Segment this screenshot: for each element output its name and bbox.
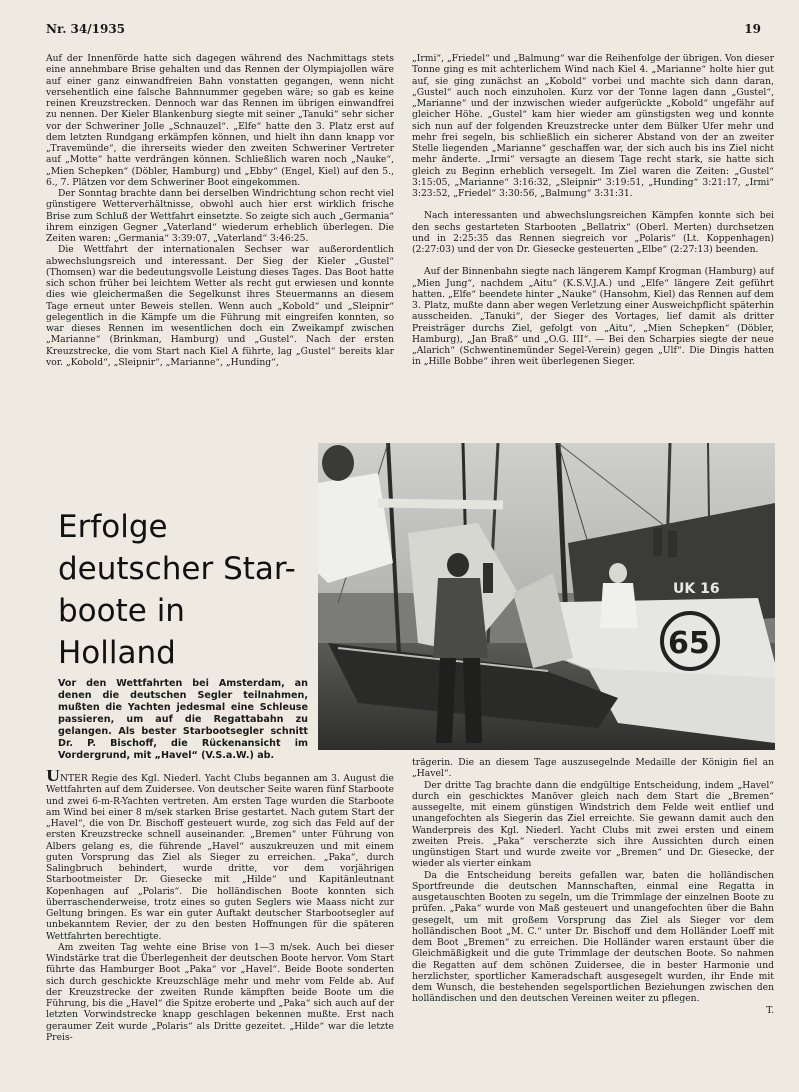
page-number: 19	[744, 22, 761, 36]
paragraph: Am zweiten Tag wehte eine Brise von 1—3 m/sek. Auch bei dieser Windstärke trat die Überlegenheit der deutschen Boote hervor. Vom Start führte das Hamburger Boot „Paka“ vor „Havel“. Beide Boote sonderten sich durch geschickte Kreuzschläge mehr und mehr vom Felde ab. Auf der Kreuzstrecke der zweiten Runde kämpften beide Boote um die Führung, bis die „Havel“ die Spitze eroberte und „Paka“ sich auch auf der letzten Vorwindstrecke knapp geschlagen bekennen mußte. Erst nach geraumer Zeit wurde „Polaris“ als Dritte gezeitet. „Hilde“ war die letzte Preis-	[46, 941, 394, 1043]
headline-line: deutscher Star-	[58, 551, 296, 587]
paragraph: trägerin. Die an diesem Tage auszusegelnde Medaille der Königin fiel an „Havel“.	[412, 757, 774, 780]
sailor-arm	[378, 503, 503, 505]
sailing-photo	[318, 443, 775, 750]
photo-illustration	[318, 443, 775, 750]
dropcap: U	[46, 770, 60, 785]
paragraph: Auf der Binnenbahn siegte nach längerem Kampf Krogman (Hamburg) auf „Mien Jung“, nachdem „Aitu“ (K.S.V.J.A.) und „Elfe“ längere Zeit geführt hatten. „Elfe“ beendete hinter „Nauke“ (Hansohm, Kiel) das Rennen auf dem 3. Platz, mußte dann aber wegen Verletzung einer Ausweichpflicht späterhin ausscheiden. „Tanuki“, der Sieger des Vortages, lief damit als dritter Preisträger durchs Ziel, gefolgt von „Aitu“, „Mien Schepken“ (Döbler, Hamburg), „Jan Braß“ und „O.G. III“. — Bei den Scharpies siegte der neue „Alarich“ (Schwentinemünder Segel-Verein) gegen „Ulf“. Die Dingis hatten in „Hille Bobbe“ ihren weit überlegenen Sieger.	[412, 266, 774, 368]
paragraph: Nach interessanten und abwechslungsreichen Kämpfen konnte sich bei den sechs gestarteten Starbooten „Bellatrix“ (Oberl. Merten) durchsetzen und in 2:25:35 das Rennen siegreich vor „Polaris“ (Lt. Koppenhagen) (2:27:03) und der von Dr. Giesecke gesteuerten „Elbe“ (2:27:13) beenden.	[412, 210, 774, 255]
column-top-right	[412, 53, 774, 433]
author-signature: T.	[766, 1004, 774, 1016]
paragraph: UNTER Regie des Kgl. Niederl. Yacht Clubs begannen am 3. August die Wettfahrten auf dem Zuidersee. Von deutscher Seite waren fünf Starboote und zwei 6-m-R-Yachten vertreten. Am ersten Tage wurden die Starboote am Wind bei einer 8 m/sek starken Brise gestartet. Nach gutem Start der „Havel“, die von Dr. Bischoff gesteuert wurde, zog sich das Feld auf der ersten Kreuzstrecke schnell auseinander. „Bremen“ unter Führung von Albers gelang es, die führende „Havel“ auszukreuzen und mit einem guten Vorsprung das Ziel als Sieger zu erreichen. „Paka“, durch Salingbruch behindert, wurde dritte, vor dem vorjährigen Starbootmeister Dr. Giesecke mit „Hilde“ und Kapitänleutnant Kopenhagen auf „Polaris“. Die holländischen Boote konnten sich überraschenderweise, trotz eines so guten Seglers wie Maass nicht zur Geltung bringen. Es war ein guter Auftakt deutscher Starbootsegler auf unbekanntem Revier, der zu den besten Hoffnungen für die späteren Wettfahrten berechtigte.	[46, 770, 394, 942]
boat-number: UK 16	[673, 581, 720, 597]
column-top-left	[46, 53, 394, 433]
headline-line: boote in Holland	[58, 593, 185, 671]
sailor-right	[600, 583, 638, 628]
page-header	[46, 22, 769, 44]
sail-number: 65	[668, 626, 710, 661]
headline-line: Erfolge	[58, 509, 168, 545]
sailor-body	[433, 578, 488, 658]
sailor-head	[447, 553, 469, 577]
issue-number: Nr. 34/1935	[46, 22, 126, 36]
column-bottom-left	[46, 770, 394, 1075]
paragraph: „Irmi“, „Friedel“ und „Balmung“ war die Reihenfolge der übrigen. Von dieser Tonne ging es mit achterlichem Wind nach Kiel 4. „Marianne“ holte hier gut auf, sie ging zunächst an „Kobold“ vorbei und machte sich dann daran, „Gustel“ auch noch einzuholen. Kurz vor der Tonne lagen dann „Gustel“, „Marianne“ und der inzwischen wieder aufgerückte „Kobold“ ungefähr auf gleicher Höhe. „Gustel“ kam hier wieder am günstigsten weg und konnte sich nun auf der folgenden Kreuzstrecke unter dem Bülker Ufer mehr und mehr frei segeln, bis schließlich ein sicherer Abstand von der an zweiter Stelle liegenden „Marianne“ geschaffen war, der sich auch bis ins Ziel nicht mehr änderte. „Irmi“ versagte an diesem Tage recht stark, sie hatte sich gleich zu Beginn erheblich versegelt. Im Ziel waren die Zeiten: „Gustel“ 3:15:05, „Marianne“ 3:16:32, „Sleipnir“ 3:19:51, „Hunding“ 3:21:17, „Irmi“ 3:23:52, „Friedel“ 3:30:56, „Balmung“ 3:31:31.	[412, 53, 774, 199]
photo-caption: Vor den Wettfahrten bei Amsterdam, an denen die deutschen Segler teilnahmen, mußten die Yachten jedesmal eine Schleuse passieren, um auf die Regattabahn zu gelangen. Als bester Starbootsegler schnitt Dr. P. Bischoff, die Rückenansicht im Vordergrund, mit „Havel“ (V.S.a.W.) ab.	[58, 678, 308, 761]
paragraph: Der Sonntag brachte dann bei derselben Windrichtung schon recht viel günstigere Wetterverhältnisse, obwohl auch hier erst wirklich frische Brise zum Schluß der Wettfahrt einsetzte. So zeigte sich auch „Germania“ ihrem einzigen Gegner „Vaterland“ wiederum erheblich überlegen. Die Zeiten waren: „Germania“ 3:39:07, „Vaterland“ 3:46:25.	[46, 188, 394, 244]
paragraph: Da die Entscheidung bereits gefallen war, baten die holländischen Sportfreunde die deutschen Mannschaften, einmal eine Regatta in ausgetauschten Booten zu segeln, um die Trimmlage der einzelnen Boote zu prüfen. „Paka“ wurde von Maß gesteuert und unangefochten über die Bahn gesegelt, um mit großem Vorsprung das Ziel als Sieger vor dem holländischen Boot „M. C.“ unter Dr. Bischoff und dem Holländer Loeff mit dem Boot „Bremen“ zu erreichen. Die Holländer waren erstaunt über die Gleichmäßigkeit und die gute Trimmlage der deutschen Boote. So nahmen die Regatten auf dem schönen Zuidersee, die in bester Harmonie und herzlichster, sportlicher Kameradschaft ausgesegelt wurden, ihr Ende mit dem Wunsch, die bestehenden segelsportlichen Beziehungen zwischen den holländischen und den deutschen Vereinen weiter zu pflegen.	[412, 869, 774, 1005]
paragraph: Die Wettfahrt der internationalen Sechser war außerordentlich abwechslungsreich und interessant. Der Sieg der Kieler „Gustel“ (Thomsen) war die bedeutungsvolle Leistung dieses Tages. Das Boot hatte sich schon früher bei leichtem Wetter als recht gut erwiesen und konnte dies wie gleichermaßen die Segelkunst ihres Steuermanns an diesem Tage erneut unter Beweis stellen. Wenn auch „Kobold“ und „Sleipnir“ gelegentlich in die Kämpfe um die Führung mit eingreifen konnten, so war dieses Rennen im wesentlichen doch ein Zweikampf zwischen „Marianne“ (Brinkman, Hamburg) und „Gustel“. Nach der ersten Kreuzstrecke, die vom Start nach Kiel A führte, lag „Gustel“ bereits klar vor. „Kobold“, „Sleipnir“, „Marianne“, „Hunding“,	[46, 244, 394, 368]
paragraph: Der dritte Tag brachte dann die endgültige Entscheidung, indem „Havel“ durch ein geschicktes Manöver gleich nach dem Start die „Bremen“ aussegelte, mit einem günstigen Windstrich dem Felde weit entlief und unangefochten als Siegerin das Ziel erreichte. Sie gewann damit auch den Wanderpreis des Kgl. Niederl. Yacht Clubs mit zwei ersten und einem zweiten Preis. „Paka“ verscherzte sich ihre Aussichten durch einen ungünstigen Start und wurde zweite vor „Bremen“ und Dr. Giesecke, der wieder als vierter einkam	[412, 779, 774, 870]
article-headline	[58, 506, 308, 674]
paragraph: Auf der Innenförde hatte sich dagegen während des Nachmittags stets eine annehmbare Brise gehalten und das Rennen der Olympiajollen wäre auf einer ganz einwandfreien Bahn vonstatten gegangen, wenn nicht versehentlich eine falsche Bahnnummer gegeben wäre; so gab es keine reinen Kreuzstrecken. Dennoch war das Rennen im übrigen einwandfrei zu nennen. Der Kieler Blankenburg siegte mit seiner „Tanuki“ sehr sicher vor der Schweriner Jolle „Schnauzel“. „Elfe“ hatte den 3. Platz erst auf dem letzten Rundgang erkämpfen können, und hielt ihn dann knapp vor „Travemünde“, die ihrerseits wieder den zweiten Schweriner Vertreter auf „Motte“ hatte verdrängen können. Schließlich waren noch „Nauke“, „Mien Schepken“ (Döbler, Hamburg) und „Ebby“ (Engel, Kiel) auf den 5., 6., 7. Plätzen vor dem Schweriner Boot eingekommen.	[46, 53, 394, 188]
column-bottom-right	[412, 757, 774, 1077]
